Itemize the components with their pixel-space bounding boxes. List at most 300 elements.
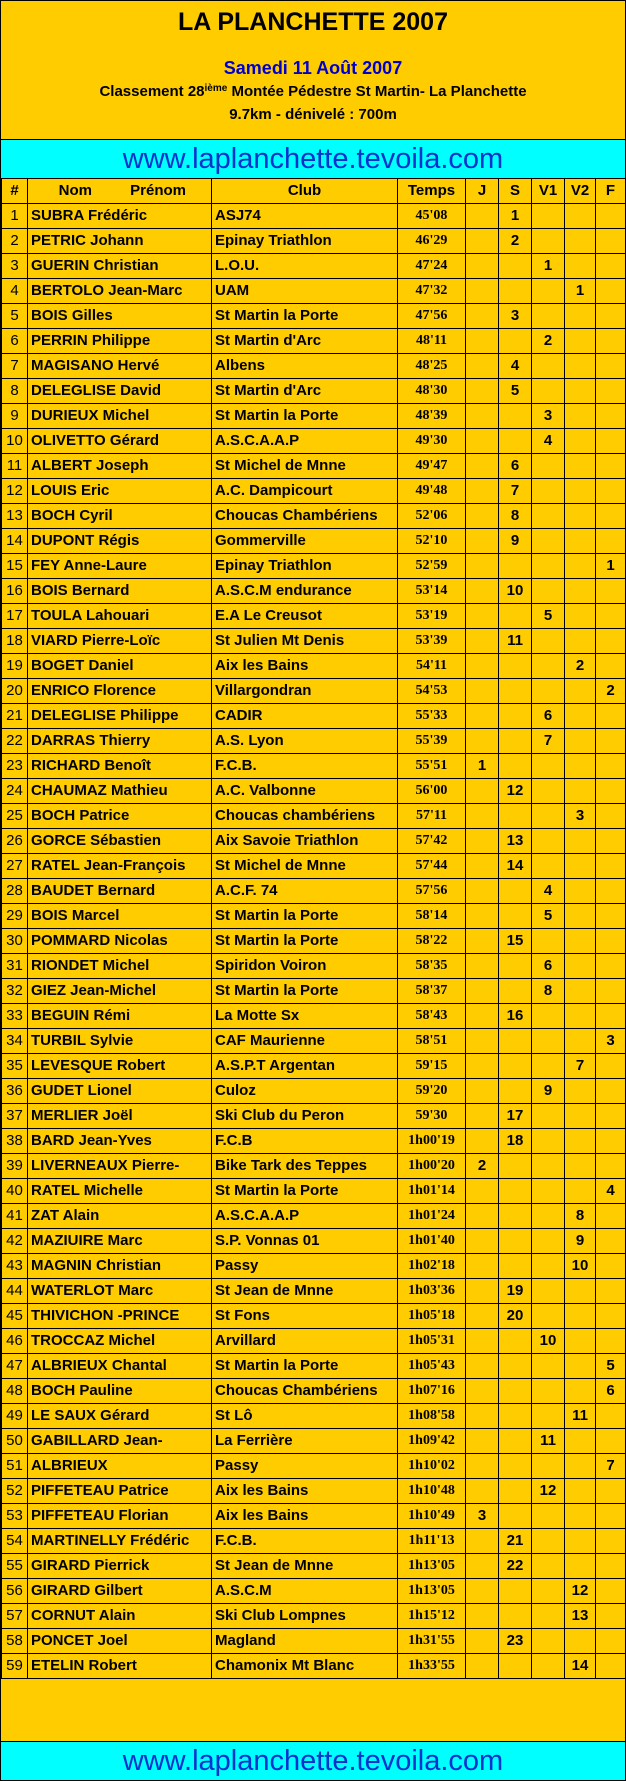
club-cell: A.S.C.M endurance (212, 579, 398, 604)
v2-cell: 13 (565, 1604, 596, 1629)
club-cell: F.C.B. (212, 1529, 398, 1554)
female-cell: 2 (596, 679, 626, 704)
senior-cell (499, 729, 532, 754)
junior-cell (466, 1029, 499, 1054)
female-cell (596, 579, 626, 604)
time-cell: 52'06 (398, 504, 466, 529)
senior-cell (499, 679, 532, 704)
v2-cell (565, 454, 596, 479)
table-row (2, 804, 626, 829)
female-cell (596, 1554, 626, 1579)
v2-cell (565, 1079, 596, 1104)
v1-cell (532, 1279, 565, 1304)
female-cell (596, 1479, 626, 1504)
v1-cell (532, 1129, 565, 1154)
name-cell: BOCH Cyril (28, 504, 212, 529)
name-cell: GORCE Sébastien (28, 829, 212, 854)
junior-cell (466, 579, 499, 604)
female-cell: 5 (596, 1354, 626, 1379)
rank-cell: 1 (2, 204, 28, 229)
senior-cell: 11 (499, 629, 532, 654)
col-header-temps: Temps (398, 179, 466, 204)
club-cell: Albens (212, 354, 398, 379)
junior-cell (466, 1604, 499, 1629)
junior-cell (466, 629, 499, 654)
v2-cell (565, 954, 596, 979)
club-cell: St Martin la Porte (212, 904, 398, 929)
female-cell (596, 504, 626, 529)
name-cell: GIEZ Jean-Michel (28, 979, 212, 1004)
table-row (2, 454, 626, 479)
club-cell: Epinay Triathlon (212, 229, 398, 254)
v2-cell: 12 (565, 1579, 596, 1604)
time-cell: 53'39 (398, 629, 466, 654)
v1-cell (532, 1029, 565, 1054)
table-row (2, 604, 626, 629)
rank-cell: 16 (2, 579, 28, 604)
club-cell: Culoz (212, 1079, 398, 1104)
junior-cell (466, 1454, 499, 1479)
name-cell: BOIS Bernard (28, 579, 212, 604)
time-cell: 58'43 (398, 1004, 466, 1029)
table-row (2, 329, 626, 354)
junior-cell (466, 1404, 499, 1429)
v2-cell (565, 329, 596, 354)
v2-cell (565, 229, 596, 254)
time-cell: 1h10'48 (398, 1479, 466, 1504)
v1-cell: 1 (532, 254, 565, 279)
v2-cell (565, 1104, 596, 1129)
junior-cell (466, 1229, 499, 1254)
name-cell: WATERLOT Marc (28, 1279, 212, 1304)
v2-cell (565, 1429, 596, 1454)
table-row (2, 1604, 626, 1629)
rank-cell: 30 (2, 929, 28, 954)
junior-cell (466, 404, 499, 429)
table-row (2, 829, 626, 854)
time-cell: 49'47 (398, 454, 466, 479)
table-row (2, 1654, 626, 1679)
senior-cell (499, 1229, 532, 1254)
female-cell (596, 1254, 626, 1279)
rank-cell: 36 (2, 1079, 28, 1104)
female-cell (596, 254, 626, 279)
female-cell: 3 (596, 1029, 626, 1054)
name-cell: RATEL Jean-François (28, 854, 212, 879)
female-cell (596, 529, 626, 554)
female-cell (596, 1304, 626, 1329)
time-cell: 47'56 (398, 304, 466, 329)
table-row (2, 1154, 626, 1179)
senior-cell (499, 254, 532, 279)
time-cell: 48'39 (398, 404, 466, 429)
female-cell (596, 1279, 626, 1304)
senior-cell (499, 704, 532, 729)
rank-cell: 42 (2, 1229, 28, 1254)
name-cell: BOCH Pauline (28, 1379, 212, 1404)
club-cell: Epinay Triathlon (212, 554, 398, 579)
table-row (2, 629, 626, 654)
time-cell: 49'30 (398, 429, 466, 454)
v1-cell (532, 279, 565, 304)
name-cell: POMMARD Nicolas (28, 929, 212, 954)
senior-cell (499, 1254, 532, 1279)
senior-cell (499, 1379, 532, 1404)
col-header-club: Club (212, 179, 398, 204)
v2-cell (565, 404, 596, 429)
club-cell: Passy (212, 1454, 398, 1479)
junior-cell (466, 979, 499, 1004)
senior-cell (499, 404, 532, 429)
senior-cell (499, 1329, 532, 1354)
table-row (2, 854, 626, 879)
name-cell: CORNUT Alain (28, 1604, 212, 1629)
club-cell: A.S.C.A.A.P (212, 429, 398, 454)
time-cell: 59'30 (398, 1104, 466, 1129)
table-row (2, 1629, 626, 1654)
senior-cell (499, 329, 532, 354)
time-cell: 1h01'14 (398, 1179, 466, 1204)
senior-cell: 12 (499, 779, 532, 804)
v2-cell (565, 479, 596, 504)
table-row (2, 879, 626, 904)
v2-cell (565, 979, 596, 1004)
junior-cell (466, 1179, 499, 1204)
v2-cell (565, 379, 596, 404)
junior-cell (466, 254, 499, 279)
time-cell: 1h13'05 (398, 1554, 466, 1579)
rank-cell: 54 (2, 1529, 28, 1554)
senior-cell: 19 (499, 1279, 532, 1304)
table-row (2, 1204, 626, 1229)
v2-cell (565, 854, 596, 879)
v1-cell: 7 (532, 729, 565, 754)
name-cell: MAGISANO Hervé (28, 354, 212, 379)
club-cell: Bike Tark des Teppes (212, 1154, 398, 1179)
rank-cell: 18 (2, 629, 28, 654)
table-row (2, 1579, 626, 1604)
female-cell (596, 229, 626, 254)
club-cell: A.S.C.A.A.P (212, 1204, 398, 1229)
table-row (2, 929, 626, 954)
v2-cell: 1 (565, 279, 596, 304)
female-cell (596, 1529, 626, 1554)
time-cell: 1h31'55 (398, 1629, 466, 1654)
club-cell: St Martin la Porte (212, 304, 398, 329)
time-cell: 1h09'42 (398, 1429, 466, 1454)
club-cell: Aix les Bains (212, 654, 398, 679)
rank-cell: 52 (2, 1479, 28, 1504)
junior-cell (466, 654, 499, 679)
v2-cell (565, 504, 596, 529)
time-cell: 53'19 (398, 604, 466, 629)
v2-cell (565, 254, 596, 279)
course-distance: 9.7km - dénivelé : 700m (229, 106, 397, 123)
v2-cell (565, 1179, 596, 1204)
v2-cell (565, 829, 596, 854)
rank-cell: 15 (2, 554, 28, 579)
results-table (1, 179, 626, 1679)
club-cell: L.O.U. (212, 254, 398, 279)
name-cell: ENRICO Florence (28, 679, 212, 704)
junior-cell (466, 479, 499, 504)
time-cell: 57'42 (398, 829, 466, 854)
junior-cell (466, 954, 499, 979)
rank-cell: 27 (2, 854, 28, 879)
v1-cell (532, 354, 565, 379)
time-cell: 1h01'40 (398, 1229, 466, 1254)
senior-cell (499, 1029, 532, 1054)
name-cell: DARRAS Thierry (28, 729, 212, 754)
club-cell: St Martin la Porte (212, 1179, 398, 1204)
senior-cell (499, 1054, 532, 1079)
v2-cell (565, 529, 596, 554)
rank-cell: 20 (2, 679, 28, 704)
junior-cell (466, 354, 499, 379)
rank-cell: 46 (2, 1329, 28, 1354)
name-cell: GIRARD Gilbert (28, 1579, 212, 1604)
v2-cell (565, 604, 596, 629)
female-cell (596, 454, 626, 479)
v1-cell (532, 554, 565, 579)
event-date: Samedi 11 Août 2007 (223, 58, 403, 78)
club-cell: E.A Le Creusot (212, 604, 398, 629)
rank-cell: 34 (2, 1029, 28, 1054)
time-cell: 1h13'05 (398, 1579, 466, 1604)
col-header-j: J (466, 179, 499, 204)
v1-cell (532, 779, 565, 804)
club-cell: Chamonix Mt Blanc (212, 1654, 398, 1679)
rank-cell: 33 (2, 1004, 28, 1029)
senior-cell (499, 1079, 532, 1104)
female-cell (596, 1654, 626, 1679)
name-cell: BOIS Gilles (28, 304, 212, 329)
v1-cell: 5 (532, 604, 565, 629)
rank-cell: 13 (2, 504, 28, 529)
time-cell: 56'00 (398, 779, 466, 804)
v1-cell (532, 629, 565, 654)
v2-cell (565, 629, 596, 654)
name-cell: PIFFETEAU Florian (28, 1504, 212, 1529)
junior-cell (466, 929, 499, 954)
v1-cell (532, 1179, 565, 1204)
female-cell (596, 404, 626, 429)
rank-cell: 14 (2, 529, 28, 554)
rank-cell: 24 (2, 779, 28, 804)
club-cell: A.C. Valbonne (212, 779, 398, 804)
club-cell: La Motte Sx (212, 1004, 398, 1029)
table-row (2, 1279, 626, 1304)
table-row (2, 1129, 626, 1154)
v2-cell: 2 (565, 654, 596, 679)
v1-cell (532, 754, 565, 779)
rank-cell: 50 (2, 1429, 28, 1454)
rank-cell: 17 (2, 604, 28, 629)
time-cell: 1h33'55 (398, 1654, 466, 1679)
v1-cell (532, 929, 565, 954)
v2-cell (565, 1454, 596, 1479)
v2-cell (565, 704, 596, 729)
club-cell: F.C.B. (212, 754, 398, 779)
col-header-name (28, 179, 212, 204)
club-cell: Ski Club du Peron (212, 1104, 398, 1129)
club-cell: Passy (212, 1254, 398, 1279)
table-row (2, 679, 626, 704)
table-row (2, 579, 626, 604)
senior-cell (499, 1604, 532, 1629)
time-cell: 58'37 (398, 979, 466, 1004)
table-header-row (2, 179, 626, 204)
name-cell: ALBRIEUX (28, 1454, 212, 1479)
club-cell: Arvillard (212, 1329, 398, 1354)
time-cell: 48'30 (398, 379, 466, 404)
table-row (2, 979, 626, 1004)
name-cell: BEGUIN Rémi (28, 1004, 212, 1029)
v1-cell (532, 1004, 565, 1029)
v2-cell (565, 1554, 596, 1579)
name-cell: DELEGLISE Philippe (28, 704, 212, 729)
v1-cell (532, 204, 565, 229)
name-cell: TROCCAZ Michel (28, 1329, 212, 1354)
table-row (2, 229, 626, 254)
name-cell: THIVICHON -PRINCE (28, 1304, 212, 1329)
junior-cell (466, 379, 499, 404)
table-row (2, 1554, 626, 1579)
senior-cell (499, 1354, 532, 1379)
senior-cell: 23 (499, 1629, 532, 1654)
v1-cell (532, 804, 565, 829)
female-cell (596, 1329, 626, 1354)
classement-prefix: Classement 28 (99, 83, 205, 100)
female-cell (596, 1054, 626, 1079)
name-cell: MERLIER Joël (28, 1104, 212, 1129)
senior-cell (499, 1429, 532, 1454)
rank-cell: 41 (2, 1204, 28, 1229)
junior-cell: 3 (466, 1504, 499, 1529)
table-row (2, 654, 626, 679)
rank-cell: 32 (2, 979, 28, 1004)
rank-cell: 25 (2, 804, 28, 829)
table-row (2, 704, 626, 729)
rank-cell: 58 (2, 1629, 28, 1654)
senior-cell: 9 (499, 529, 532, 554)
v1-cell: 9 (532, 1079, 565, 1104)
v1-cell (532, 1229, 565, 1254)
club-cell: St Julien Mt Denis (212, 629, 398, 654)
table-row (2, 279, 626, 304)
v1-cell (532, 379, 565, 404)
v2-cell (565, 1629, 596, 1654)
v2-cell (565, 904, 596, 929)
time-cell: 53'14 (398, 579, 466, 604)
junior-cell (466, 1279, 499, 1304)
time-cell: 57'44 (398, 854, 466, 879)
junior-cell (466, 804, 499, 829)
v2-cell (565, 354, 596, 379)
rank-cell: 6 (2, 329, 28, 354)
v2-cell: 3 (565, 804, 596, 829)
time-cell: 54'11 (398, 654, 466, 679)
time-cell: 1h11'13 (398, 1529, 466, 1554)
female-cell (596, 804, 626, 829)
name-cell: BOCH Patrice (28, 804, 212, 829)
rank-cell: 44 (2, 1279, 28, 1304)
rank-cell: 11 (2, 454, 28, 479)
female-cell (596, 1154, 626, 1179)
club-cell: St Martin d'Arc (212, 329, 398, 354)
v2-cell (565, 729, 596, 754)
time-cell: 47'32 (398, 279, 466, 304)
time-cell: 1h10'49 (398, 1504, 466, 1529)
senior-cell (499, 754, 532, 779)
time-cell: 59'20 (398, 1079, 466, 1104)
classement-superscript: ième (204, 83, 228, 94)
v2-cell (565, 1279, 596, 1304)
website-banner-top[interactable]: www.laplanchette.tevoila.com (1, 139, 625, 179)
female-cell (596, 1404, 626, 1429)
table-row (2, 254, 626, 279)
v2-cell (565, 1329, 596, 1354)
time-cell: 58'51 (398, 1029, 466, 1054)
junior-cell (466, 1129, 499, 1154)
junior-cell (466, 429, 499, 454)
female-cell (596, 979, 626, 1004)
senior-cell: 16 (499, 1004, 532, 1029)
v2-cell (565, 929, 596, 954)
table-row (2, 1529, 626, 1554)
time-cell: 52'10 (398, 529, 466, 554)
rank-cell: 8 (2, 379, 28, 404)
table-row (2, 1479, 626, 1504)
table-row (2, 1429, 626, 1454)
senior-cell (499, 879, 532, 904)
senior-cell: 5 (499, 379, 532, 404)
senior-cell (499, 1204, 532, 1229)
name-cell: GUDET Lionel (28, 1079, 212, 1104)
v2-cell (565, 754, 596, 779)
v1-cell: 5 (532, 904, 565, 929)
v2-cell: 10 (565, 1254, 596, 1279)
junior-cell: 1 (466, 754, 499, 779)
time-cell: 46'29 (398, 229, 466, 254)
club-cell: Gommerville (212, 529, 398, 554)
name-cell: GABILLARD Jean- (28, 1429, 212, 1454)
rank-cell: 4 (2, 279, 28, 304)
rank-cell: 56 (2, 1579, 28, 1604)
club-cell: St Martin la Porte (212, 1354, 398, 1379)
female-cell (596, 204, 626, 229)
club-cell: Choucas Chambériens (212, 1379, 398, 1404)
website-banner-bottom[interactable]: www.laplanchette.tevoila.com (1, 1741, 625, 1781)
club-cell: Aix les Bains (212, 1479, 398, 1504)
v1-cell (532, 1604, 565, 1629)
time-cell: 52'59 (398, 554, 466, 579)
name-cell: FEY Anne-Laure (28, 554, 212, 579)
junior-cell (466, 454, 499, 479)
club-cell: Choucas chambériens (212, 804, 398, 829)
page-header (1, 1, 625, 139)
senior-cell (499, 604, 532, 629)
time-cell: 55'51 (398, 754, 466, 779)
table-row (2, 1329, 626, 1354)
senior-cell: 22 (499, 1554, 532, 1579)
name-cell: DELEGLISE David (28, 379, 212, 404)
name-cell: LOUIS Eric (28, 479, 212, 504)
junior-cell: 2 (466, 1154, 499, 1179)
senior-cell (499, 1154, 532, 1179)
club-cell: A.S.P.T Argentan (212, 1054, 398, 1079)
female-cell (596, 1104, 626, 1129)
